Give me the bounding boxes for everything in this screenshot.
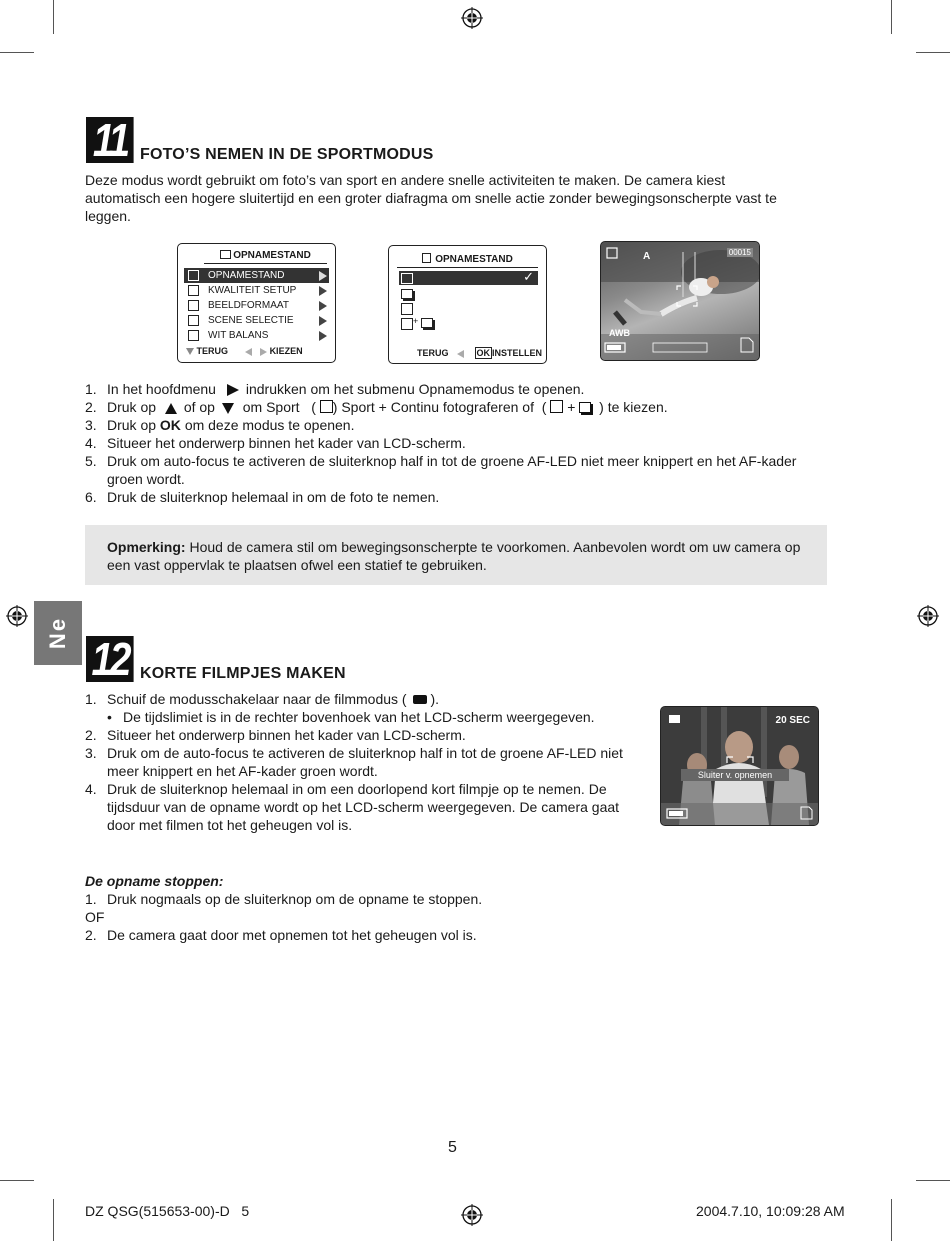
white-balance-icon (188, 330, 199, 341)
crop-mark (53, 0, 54, 34)
crop-mark (53, 1199, 54, 1241)
list-item: 1. Schuif de modusschakelaar naar de filmmodus ( ). (85, 691, 440, 707)
ok-key-icon: OK (476, 348, 491, 358)
swing-photo-image (601, 242, 759, 360)
selected-option (399, 271, 538, 285)
list-item: 2. Situeer het onderwerp binnen het kader van LCD-scherm. (85, 727, 466, 743)
arrow-down-icon (222, 403, 234, 414)
sport-continuous-icon (401, 318, 413, 330)
continuous-icon (401, 289, 413, 299)
arrow-right-icon (227, 384, 239, 396)
flash-auto-icon: A (643, 251, 651, 262)
time-remaining: 20 SEC (775, 715, 810, 726)
camera-icon (220, 250, 231, 259)
list-item: 1. Druk nogmaals op de sluiterknop om de opname te stoppen. (85, 891, 483, 907)
footer-right: 2004.7.10, 10:09:28 AM (696, 1203, 845, 1219)
scene-icon (188, 315, 199, 326)
movie-camera-icon (413, 695, 427, 704)
footer-left: DZ QSG(515653-00)-D 5 (85, 1203, 250, 1219)
note-text: Houd de camera stil om bewegingsonscherpte te voorkomen. Aanbevolen wordt om uw camera op een vast oppervlak te plaatsen ofwel een statief te gebruiken. (107, 539, 801, 573)
menu-item-label: SCENE SELECTIE (208, 315, 294, 326)
crop-mark (916, 1180, 950, 1181)
menu-item-label: BEELDFORMAAT (208, 300, 289, 311)
menu-item-kwaliteit (178, 283, 335, 298)
language-tab: Ne (34, 601, 82, 665)
arrow-right-icon (319, 331, 327, 341)
arrow-right-icon (319, 301, 327, 311)
shot-counter: 00015 (728, 248, 751, 257)
sport-icon (401, 303, 413, 315)
note-box (85, 525, 827, 585)
registration-mark-icon (6, 605, 28, 627)
record-caption: Sluiter v. opnemen (681, 769, 789, 781)
crop-mark (891, 0, 892, 34)
sport-lcd-preview (600, 241, 760, 361)
arrow-left-icon (245, 348, 252, 356)
back-label: TERUG (196, 346, 229, 356)
image-size-icon (188, 300, 199, 311)
crop-mark (891, 1199, 892, 1241)
mode-icon (188, 270, 199, 281)
registration-mark-icon (461, 1204, 483, 1226)
menu-item-scene (178, 313, 335, 328)
crop-mark (0, 1180, 34, 1181)
crop-mark (0, 52, 34, 53)
or-label: OF (85, 909, 105, 925)
list-item: 1. In het hoofdmenu indrukken om het submenu Opnamemodus te openen. (85, 381, 585, 397)
menu-title: OPNAMESTAND (233, 250, 311, 261)
steps-list (85, 690, 645, 834)
quality-icon (188, 285, 199, 296)
menu-item-label: OPNAMESTAND (208, 270, 285, 281)
list-item: 4. Situeer het onderwerp binnen het kader van LCD-scherm. (85, 435, 466, 451)
registration-mark-icon (917, 605, 939, 627)
arrow-right-icon (319, 271, 327, 281)
list-item: 5. Druk om auto-focus te activeren de sluiterknop half in tot de groene AF-LED niet meer knippert en het AF-kader groen wordt. (85, 453, 797, 487)
arrow-right-icon (319, 286, 327, 296)
arrow-left-icon (457, 350, 464, 358)
list-item: 3. Druk op OK om deze modus te openen. (85, 417, 355, 433)
stop-heading: De opname stoppen: (85, 873, 224, 889)
crop-mark (916, 52, 950, 53)
arrow-down-icon (186, 348, 194, 355)
section-title: KORTE FILMPJES MAKEN (140, 665, 346, 682)
mode-icon (422, 253, 431, 263)
registration-mark-icon (461, 7, 483, 29)
movie-lcd-preview (660, 706, 819, 826)
arrow-up-icon (165, 403, 177, 414)
single-shot-icon (401, 273, 413, 284)
sport-icon (550, 400, 563, 413)
list-item: 3. Druk om de auto-focus te activeren de sluiterknop half in tot de groene AF-LED niet meer knippert en het AF-kader groen wordt. (85, 745, 623, 779)
menu-title: OPNAMESTAND (435, 254, 513, 265)
checkmark-icon: ✓ (523, 269, 534, 284)
select-label: KIEZEN (269, 346, 303, 356)
section-title: FOTO’S NEMEN IN DE SPORTMODUS (140, 146, 434, 163)
continuous-icon (579, 402, 591, 413)
note-label: Opmerking: (107, 539, 186, 555)
section-number: 12 (86, 636, 134, 682)
camera-submenu-screen: OPNAMESTAND ✓ + TERUG OK INSTELLEN (388, 245, 547, 364)
arrow-right-icon (319, 316, 327, 326)
list-item: 4. Druk de sluiterknop helemaal in om een doorlopend kort filmpje op te nemen. De tijdsduur van de opname wordt op het LCD-scherm weergegeven. De camera gaat door met filmen tot het geheugen vol is. (85, 781, 620, 833)
set-label: INSTELLEN (492, 348, 543, 358)
menu-item-label: WIT BALANS (208, 330, 269, 341)
list-item: 2. Druk op of op om Sport ( ) Sport + Continu fotograferen of ( + ) te kiezen. (85, 399, 668, 415)
menu-item-label: KWALITEIT SETUP (208, 285, 297, 296)
intro-paragraph: Deze modus wordt gebruikt om foto’s van sport en andere snelle activiteiten te maken. De camera kiest automatisch een hogere sluitertijd en een groter diafragma om snelle actie zonder bewegingsonscherpte vast te leggen. (85, 172, 777, 224)
list-item: 6. Druk de sluiterknop helemaal in om de foto te nemen. (85, 489, 440, 505)
section-number: 11 (86, 117, 134, 163)
sport-icon (320, 400, 333, 413)
page-number: 5 (448, 1139, 457, 1156)
camera-menu-screen (177, 243, 336, 363)
menu-item-opnamestand (184, 268, 329, 283)
list-item: 2. De camera gaat door met opnemen tot het geheugen vol is. (85, 927, 477, 943)
arrow-right-icon (260, 348, 267, 356)
awb-indicator: AWB (609, 328, 630, 338)
list-item: • De tijdslimiet is in de rechter bovenhoek van het LCD-scherm weergegeven. (107, 709, 595, 725)
menu-item-beeldformaat (178, 298, 335, 313)
back-label: TERUG (417, 348, 449, 358)
steps-list (85, 380, 815, 506)
menu-item-witbalans (178, 328, 335, 343)
